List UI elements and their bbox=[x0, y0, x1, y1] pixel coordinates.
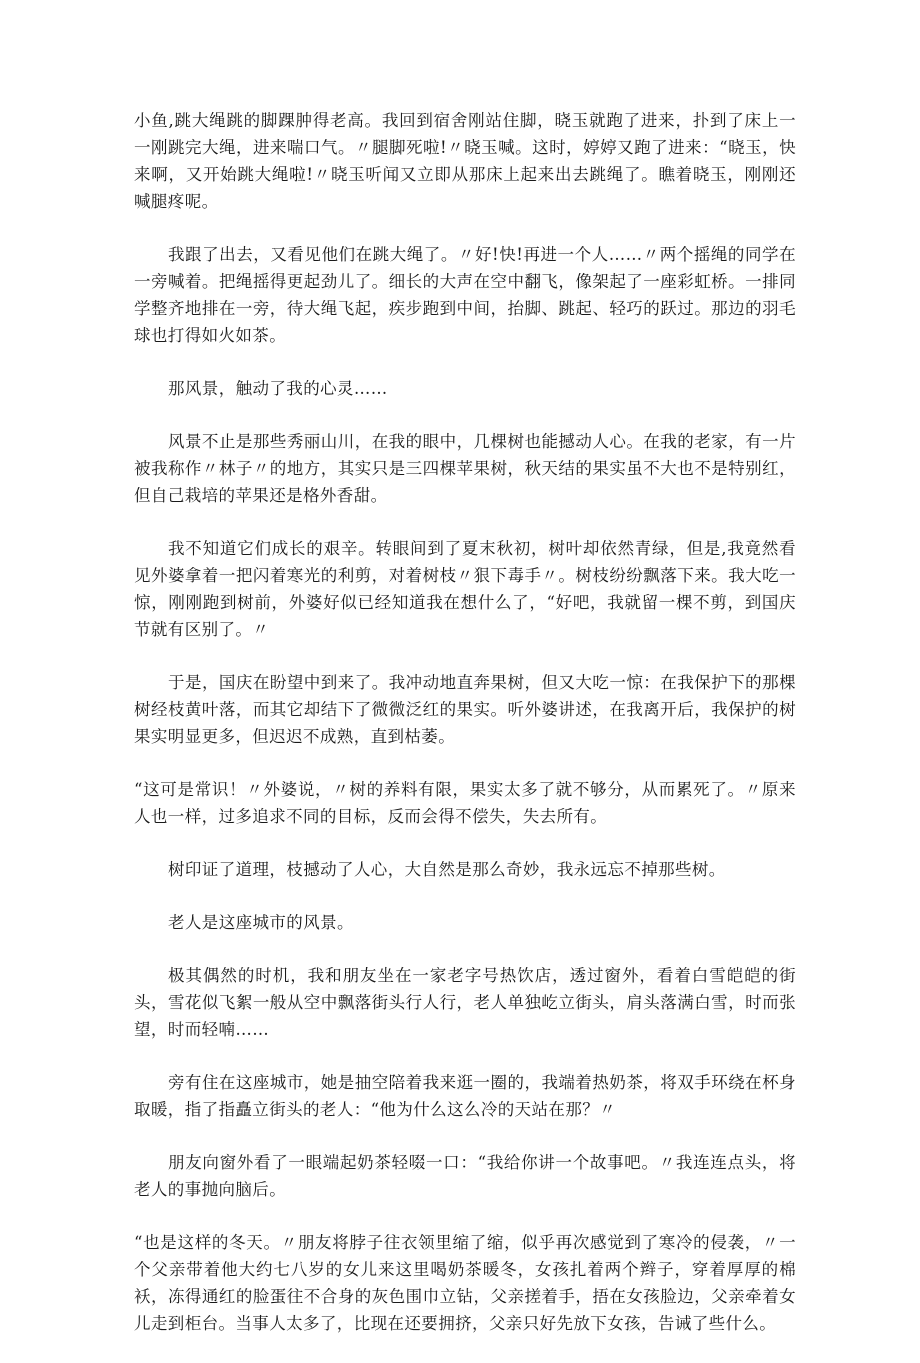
paragraph-13: “也是这样的冬天。〃朋友将脖子往衣领里缩了缩，似乎再次感觉到了寒冷的侵袭，〃一个父亲带着他大约七八岁的女儿来这里喝奶茶暖冬，女孩扎着两个辫子，穿着厚厚的棉袄，冻得通红的脸蛋往不合身的灰色围巾立钻，父亲搓着手，捂在女孩脸边，父亲牵着女儿走到柜台。当事人太多了，比现在还要拥挤，父亲只好先放下女孩，告诫了些什么。 bbox=[134, 1233, 796, 1333]
paragraph-6: 于是，国庆在盼望中到来了。我冲动地直奔果树，但又大吃一惊：在我保护下的那棵树经枝黄叶落，而其它却结下了微微泛红的果实。听外婆讲述，在我离开后，我保护的树果实明显更多，但迟迟不成熟，直到枯萎。 bbox=[134, 673, 796, 746]
paragraph-9: 老人是这座城市的风景。 bbox=[168, 913, 354, 932]
paragraph-5: 我不知道它们成长的艰辛。转眼间到了夏末秋初，树叶却依然青绿，但是,我竟然看见外婆拿着一把闪着寒光的利剪，对着树枝〃狠下毒手〃。树枝纷纷飘落下来。我大吃一惊，刚刚跑到树前，外婆好似已经知道我在想什么了，“好吧，我就留一棵不剪，到国庆节就有区别了。〃 bbox=[134, 539, 796, 639]
paragraph-2: 我跟了出去，又看见他们在跳大绳了。〃好!快!再进一个人……〃两个摇绳的同学在一旁喊着。把绳摇得更起劲儿了。细长的大声在空中翻飞，像架起了一座彩虹桥。一排同学整齐地排在一旁，待大绳飞起，疾步跑到中间，抬脚、跳起、轻巧的跃过。那边的羽毛球也打得如火如茶。 bbox=[134, 245, 796, 345]
paragraph-8: 树印证了道理，枝撼动了人心，大自然是那么奇妙，我永远忘不掉那些树。 bbox=[168, 860, 726, 879]
paragraph-7: “这可是常识！〃外婆说，〃树的养料有限，果实太多了就不够分，从而累死了。〃原来人也一样，过多追求不同的目标，反而会得不偿失，失去所有。 bbox=[134, 780, 796, 826]
paragraph-12: 朋友向窗外看了一眼端起奶茶轻啜一口：“我给你讲一个故事吧。〃我连连点头，将老人的事抛向脑后。 bbox=[134, 1153, 796, 1199]
paragraph-1: 小鱼,跳大绳跳的脚踝肿得老高。我回到宿舍刚站住脚，晓玉就跑了进来，扑到了床上一一刚跳完大绳，进来喘口气。〃腿脚死啦!〃晓玉喊。这时，婷婷又跑了进来：“晓玉，快来啊，又开始跳大绳啦!〃晓玉听闻又立即从那床上起来出去跳绳了。瞧着晓玉，刚刚还喊腿疼呢。 bbox=[134, 111, 796, 211]
document-page bbox=[134, 107, 796, 1363]
paragraph-10: 极其偶然的时机，我和朋友坐在一家老字号热饮店，透过窗外，看着白雪皑皑的街头，雪花似飞絮一般从空中飘落街头行人行，老人单独屹立街头，肩头落满白雪，时而张望，时而轻喃…… bbox=[134, 966, 796, 1039]
paragraph-3: 那风景，触动了我的心灵…… bbox=[168, 379, 388, 398]
paragraph-4: 风景不止是那些秀丽山川，在我的眼中，几棵树也能撼动人心。在我的老家，有一片被我称作〃林子〃的地方，其实只是三四棵苹果树，秋天结的果实虽不大也不是特别红，但自己栽培的苹果还是格外香甜。 bbox=[134, 432, 796, 505]
paragraph-11: 旁有住在这座城市，她是抽空陪着我来逛一圈的，我端着热奶茶，将双手环绕在杯身取暖，指了指矗立街头的老人：“他为什么这么冷的天站在那？〃 bbox=[134, 1073, 796, 1119]
